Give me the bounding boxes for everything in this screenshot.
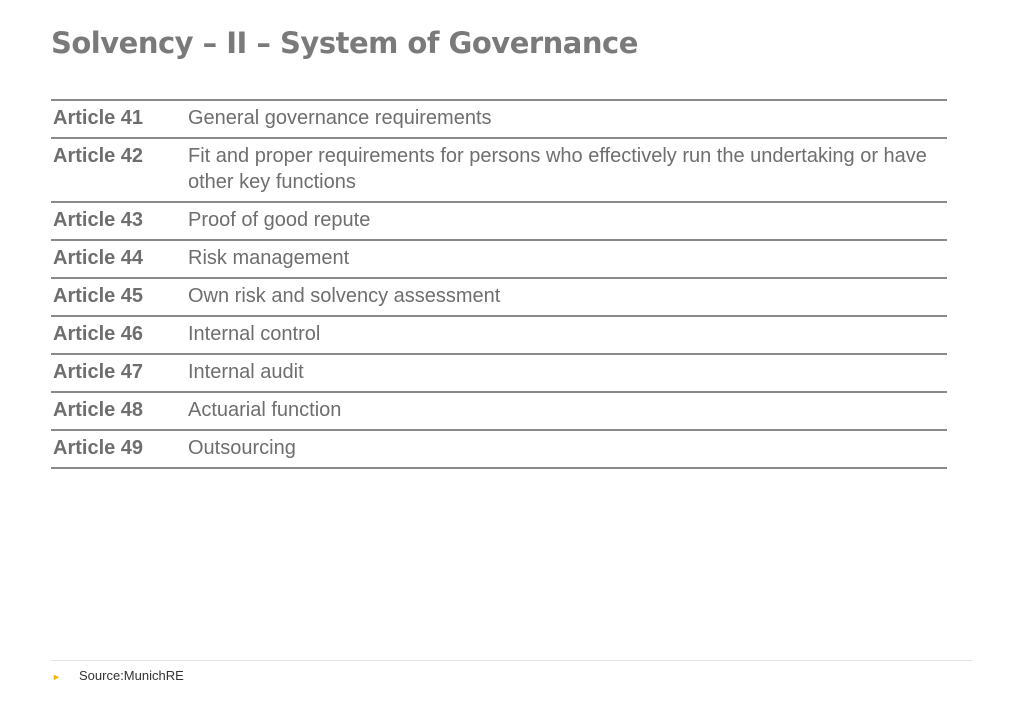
article-title: Internal control bbox=[188, 323, 321, 345]
article-title: Internal audit bbox=[188, 361, 304, 383]
article-title: Risk management bbox=[188, 247, 350, 269]
article-number: Article 46 bbox=[53, 323, 144, 345]
table-row bbox=[51, 202, 947, 240]
article-number: Article 44 bbox=[53, 247, 144, 269]
article-title: Proof of good repute bbox=[188, 209, 371, 231]
article-number: Article 43 bbox=[53, 209, 144, 231]
table-row bbox=[51, 240, 947, 278]
table-row bbox=[51, 354, 947, 392]
article-number: Article 41 bbox=[53, 107, 144, 129]
table-row bbox=[51, 100, 947, 138]
source-note: Source:MunichRE bbox=[79, 668, 184, 683]
article-number: Article 42 bbox=[53, 145, 144, 167]
page-title: Solvency – II – System of Governance bbox=[51, 26, 638, 60]
article-title: Actuarial function bbox=[188, 399, 342, 421]
governance-articles-table bbox=[51, 99, 947, 469]
article-title: General governance requirements bbox=[188, 107, 492, 129]
footer-divider bbox=[51, 660, 972, 661]
table-row bbox=[51, 316, 947, 354]
article-number: Article 45 bbox=[53, 285, 144, 307]
bullet-arrow-icon: ► bbox=[52, 672, 61, 682]
article-number: Article 47 bbox=[53, 361, 144, 383]
table-row bbox=[51, 278, 947, 316]
table-row bbox=[51, 392, 947, 430]
article-title: Outsourcing bbox=[188, 437, 296, 459]
article-number: Article 49 bbox=[53, 437, 144, 459]
article-number: Article 48 bbox=[53, 399, 144, 421]
table-row bbox=[51, 430, 947, 468]
table-row bbox=[51, 138, 947, 202]
article-title: Fit and proper requirements for persons who effectively run the undertaking or have other key functions bbox=[188, 145, 927, 193]
article-title: Own risk and solvency assessment bbox=[188, 285, 501, 307]
